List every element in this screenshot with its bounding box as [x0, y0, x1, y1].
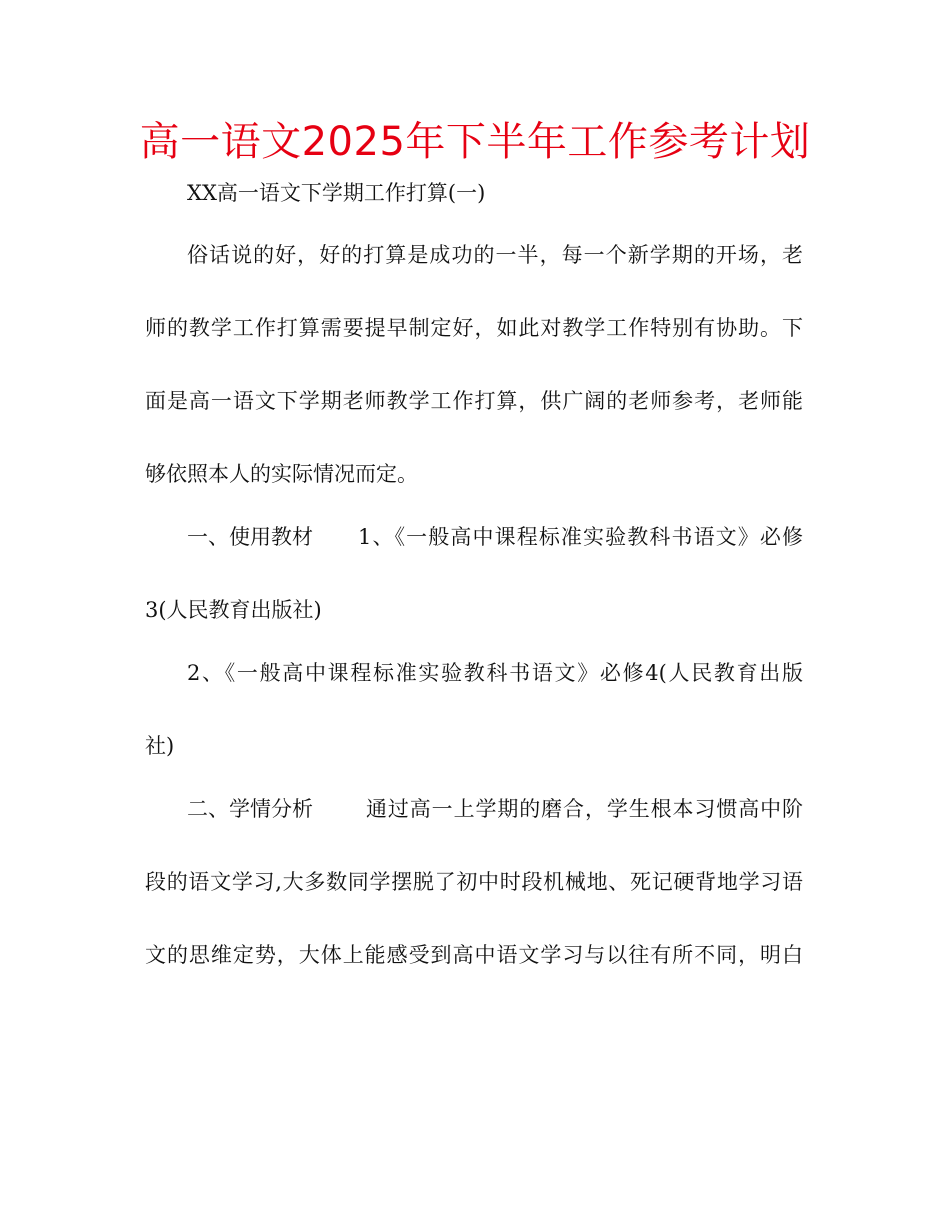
section2-line3: 文的思维定势，大体上能感受到高中语文学习与以往有所不同，明白 [145, 943, 803, 967]
document-title: 高一语文2025年下半年工作参考计划 [139, 119, 811, 165]
section2-heading: 二、学情分析 [187, 797, 313, 821]
section1-item1-line1: 1、《一般高中课程标准实验教科书语文》必修 [358, 525, 803, 549]
intro-line-2: 师的教学工作打算需要提早制定好，如此对教学工作特别有协助。下 [145, 316, 803, 340]
intro-line-1: 俗话说的好，好的打算是成功的一半，每一个新学期的开场，老 [187, 243, 803, 267]
intro-line-3: 面是高一语文下学期老师教学工作打算，供广阔的老师参考，老师能 [145, 389, 803, 413]
section1-item2-line2: 社) [145, 734, 175, 758]
section1-heading: 一、使用教材 [187, 525, 313, 549]
section2-line2: 段的语文学习,大多数同学摆脱了初中时段机械地、死记硬背地学习语 [145, 870, 803, 894]
document-subtitle: XX高一语文下学期工作打算(一) [187, 181, 486, 205]
section1-item2-line1: 2、《一般高中课程标准实验教科书语文》必修4(人民教育出版 [187, 661, 803, 685]
section2-line1: 通过高一上学期的磨合，学生根本习惯高中阶 [366, 797, 803, 821]
intro-line-4: 够依照本人的实际情况而定。 [145, 462, 418, 486]
section1-item1-line2: 3(人民教育出版社) [145, 598, 322, 622]
